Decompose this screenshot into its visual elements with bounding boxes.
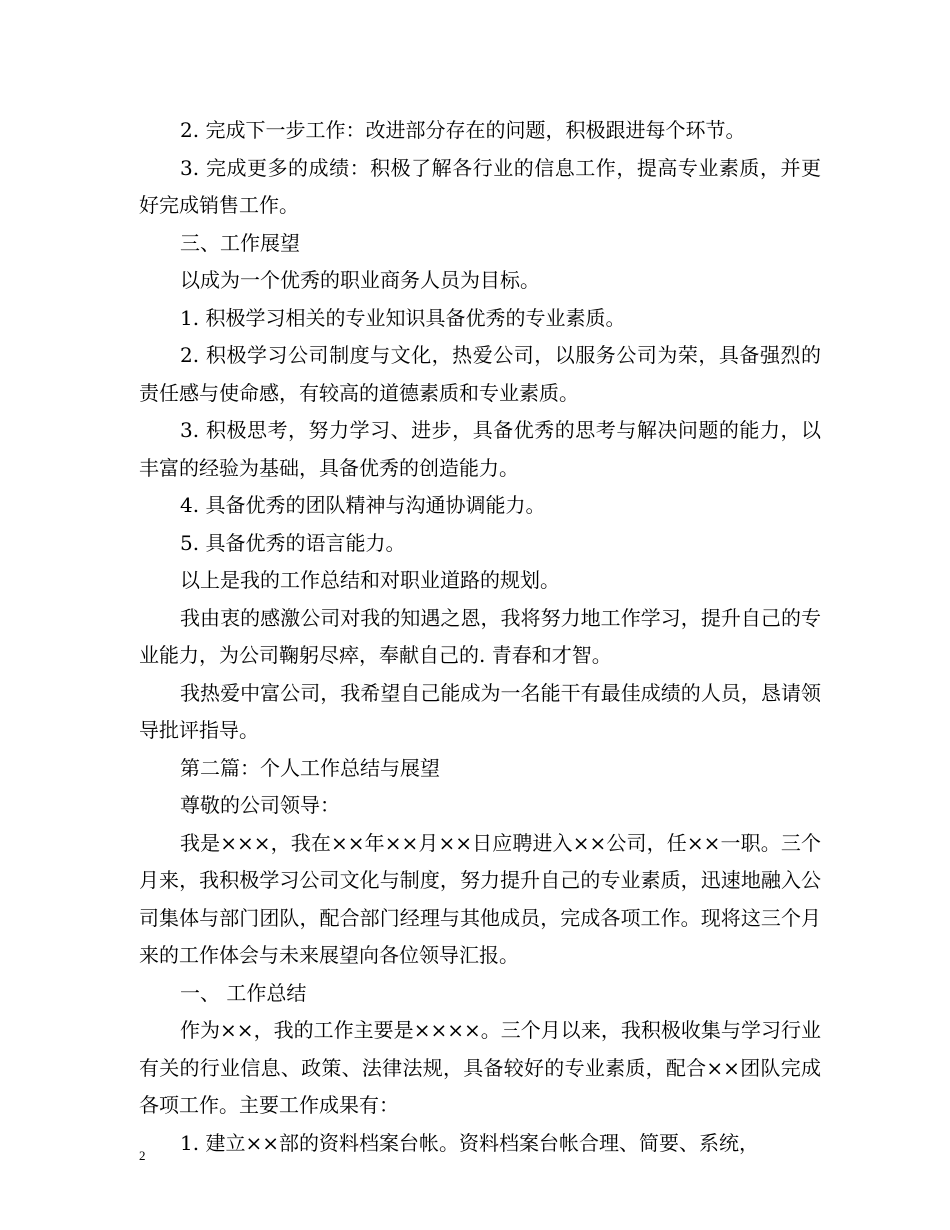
section-heading: 一、 工作总结	[180, 980, 307, 1005]
paragraph: 3. 完成更多的成绩：积极了解各行业的信息工作，提高专业素质，并更好完成销售工作。	[139, 155, 821, 217]
list-item: 3. 积极思考，努力学习、进步，具备优秀的思考与解决问题的能力，以丰富的经验为基础，具备优秀的创造能力。	[139, 418, 821, 480]
paragraph: 以成为一个优秀的职业商务人员为目标。	[180, 268, 540, 292]
list-item: 4. 具备优秀的团队精神与沟通协调能力。	[180, 493, 546, 517]
list-item: 2. 积极学习公司制度与文化，热爱公司，以服务公司为荣，具备强烈的责任感与使命感，有较高的道德素质和专业素质。	[139, 343, 821, 405]
section-heading: 三、工作展望	[180, 230, 300, 255]
paragraph: 我由衷的感激公司对我的知遇之恩，我将努力地工作学习，提升自己的专业能力，为公司鞠躬尽瘁，奉献自己的. 青春和才智。	[139, 605, 821, 667]
paragraph: 我热爱中富公司，我希望自己能成为一名能干有最佳成绩的人员，恳请领导批评指导。	[139, 680, 821, 742]
list-item: 1. 积极学习相关的专业知识具备优秀的专业素质。	[180, 305, 626, 330]
paragraph: 作为××，我的工作主要是××××。三个月以来，我积极收集与学习行业有关的行业信息、政策、法律法规，具备较好的专业素质，配合××团队完成各项工作。主要工作成果有：	[139, 1018, 821, 1117]
document-body	[139, 112, 821, 1162]
list-item: 1. 建立××部的资料档案台帐。资料档案台帐合理、简要、系统，	[180, 1130, 759, 1155]
paragraph: 以上是我的工作总结和对职业道路的规划。	[180, 568, 560, 592]
page-number: 2	[139, 1148, 146, 1163]
list-item: 5. 具备优秀的语言能力。	[180, 530, 406, 555]
chapter-title: 第二篇：个人工作总结与展望	[180, 755, 440, 780]
paragraph: 2. 完成下一步工作：改进部分存在的问题，积极跟进每个环节。	[180, 118, 746, 142]
paragraph: 我是×××，我在××年××月××日应聘进入××公司，任××一职。三个月来，我积极学习公司文化与制度，努力提升自己的专业素质，迅速地融入公司集体与部门团队，配合部门经理与其他成员，完成各项工作。现将这三个月来的工作体会与未来展望向各位领导汇报。	[139, 830, 821, 967]
salutation: 尊敬的公司领导：	[180, 793, 340, 817]
